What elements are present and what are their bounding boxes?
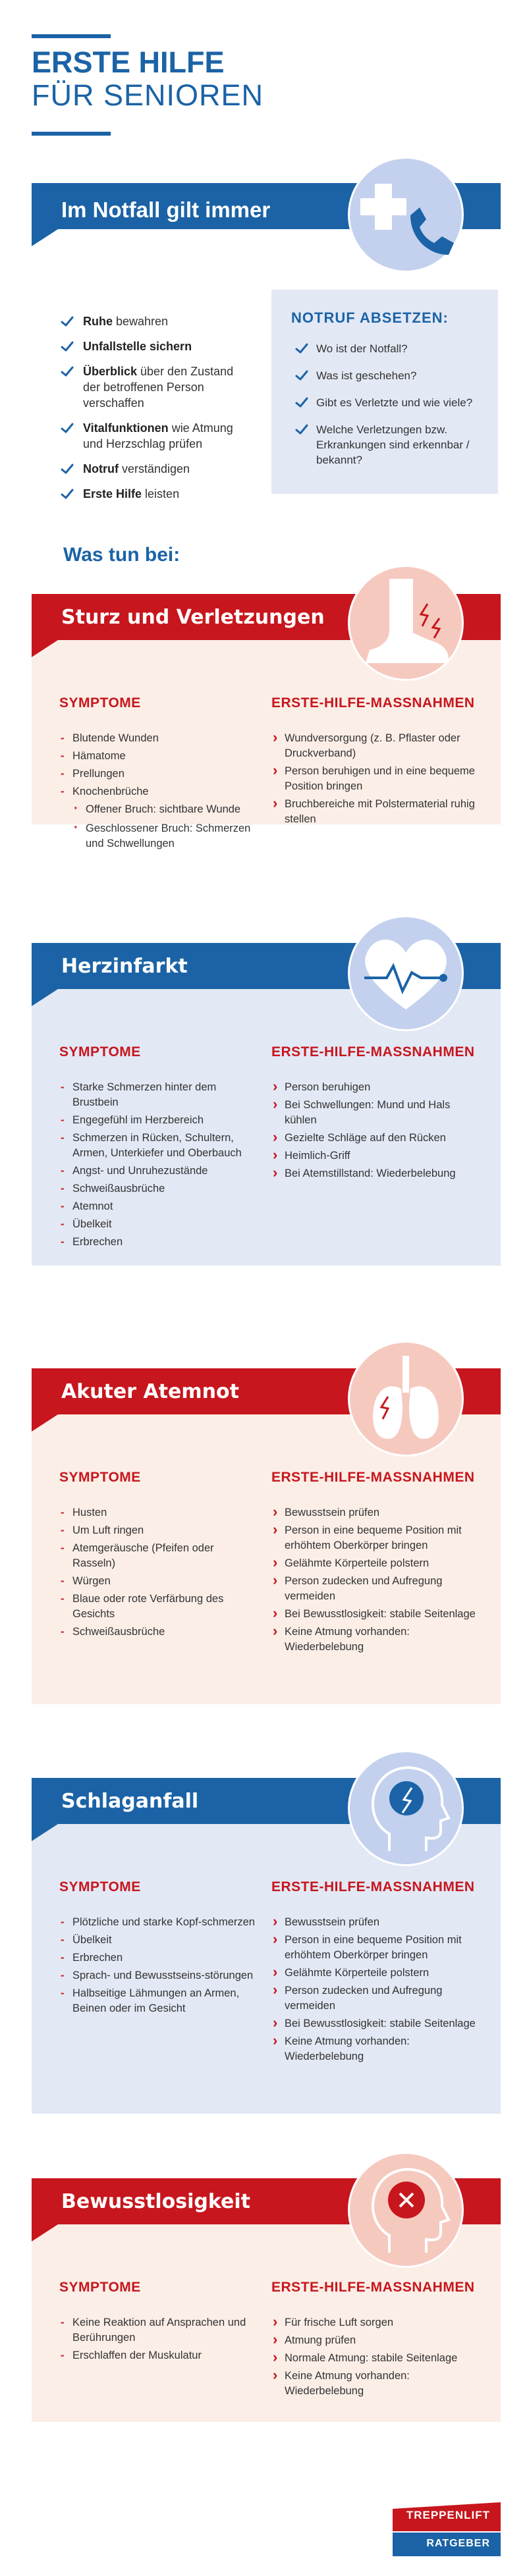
symptom-item: - Knochenbrüche (59, 784, 257, 799)
check-icon (295, 423, 308, 436)
symptoms-list (59, 1505, 257, 1640)
check-icon (61, 421, 74, 435)
page-title-line2: FÜR SENIOREN (32, 78, 264, 112)
logo-line1: TREPPENLIFT (406, 2509, 490, 2521)
measure-item: › Bruchbereiche mit Polstermaterial ruhig stellen (271, 797, 482, 827)
checklist-item-text: verständigen (118, 462, 190, 475)
notruf-item-text: Wo ist der Notfall? (316, 342, 408, 355)
measure-item: › Person zudecken und Aufregung vermeiden (271, 1983, 482, 2014)
heartbeat-icon (348, 915, 464, 1031)
section-banner-title: Schlaganfall (61, 1790, 199, 1813)
notruf-box (271, 290, 498, 494)
checklist-item-text: leisten (142, 487, 180, 500)
checklist-item-bold: Unfallstelle sichern (83, 340, 192, 353)
notruf-item (291, 395, 478, 410)
measure-item: › Bei Atemstillstand: Wiederbelebung (271, 1166, 482, 1181)
check-icon (61, 487, 74, 500)
section-banner-title: Herzinfarkt (61, 955, 188, 978)
symptom-subitem: · Offener Bruch: sichtbare Wunde (59, 802, 257, 817)
symptom-item: - Plötzliche und starke Kopf-schmerzen (59, 1915, 257, 1930)
symptom-item: - Halbseitige Lähmungen an Armen, Beinen oder im Gesicht (59, 1986, 257, 2016)
measures-column (271, 2280, 482, 2402)
notruf-item (291, 422, 478, 468)
symptom-item: - Husten (59, 1505, 257, 1520)
measures-heading: ERSTE-HILFE-MASSNAHMEN (271, 1470, 475, 1485)
symptom-item: - Prellungen (59, 766, 257, 782)
measure-item: › Person in eine bequeme Position mit erhöhtem Oberkörper bringen (271, 1523, 482, 1553)
symptom-item: - Blaue oder rote Verfärbung des Gesichts (59, 1592, 257, 1622)
symptom-item: - Blutende Wunden (59, 731, 257, 746)
checklist-item (55, 338, 253, 354)
symptoms-heading: SYMPTOME (59, 1879, 141, 1894)
symptoms-heading: SYMPTOME (59, 695, 141, 711)
measures-column (271, 1879, 482, 2067)
symptom-item: - Atemnot (59, 1199, 257, 1214)
checklist-item (55, 313, 253, 329)
page-title (32, 46, 427, 112)
measure-item: › Person zudecken und Aufregung vermeiden (271, 1574, 482, 1604)
symptom-subitem: · Geschlossener Bruch: Schmerzen und Schwellungen (59, 821, 257, 851)
symptom-item: - Atemgeräusche (Pfeifen oder Rasseln) (59, 1541, 257, 1571)
symptoms-column (59, 2280, 257, 2366)
measures-column (271, 695, 482, 830)
symptom-item: - Schmerzen in Rücken, Schultern, Armen, Unterkiefer und Oberbauch (59, 1131, 257, 1161)
measure-item: › Keine Atmung vorhanden: Wiederbelebung (271, 2369, 482, 2399)
measure-item: › Normale Atmung: stabile Seitenlage (271, 2351, 482, 2366)
checklist-item (55, 363, 253, 411)
measures-heading: ERSTE-HILFE-MASSNAHMEN (271, 1879, 475, 1894)
notruf-list (291, 341, 478, 468)
measure-item: › Atmung prüfen (271, 2333, 482, 2348)
symptom-item: - Erschlaffen der Muskulatur (59, 2348, 257, 2363)
check-icon (61, 365, 74, 378)
symptoms-heading: SYMPTOME (59, 1470, 141, 1485)
measures-list (271, 2315, 482, 2399)
measures-list (271, 1915, 482, 2064)
checklist-item-text: bewahren (113, 315, 169, 328)
check-icon (295, 396, 308, 409)
symptoms-list (59, 731, 257, 851)
checklist-item-bold: Überblick (83, 365, 138, 378)
section-card (32, 1414, 501, 1704)
measures-column (271, 1470, 482, 1657)
lungs-icon (348, 1341, 464, 1457)
section-card (32, 1824, 501, 2114)
notfall-banner-title: Im Notfall gilt immer (61, 198, 271, 222)
symptoms-column (59, 1879, 257, 2019)
measure-item: › Keine Atmung vorhanden: Wiederbelebung (271, 1624, 482, 1655)
checklist-item-bold: Vitalfunktionen (83, 421, 169, 435)
symptom-item: - Erbrechen (59, 1235, 257, 1250)
brand-logo (393, 2502, 501, 2559)
measure-item: › Bewusstsein prüfen (271, 1505, 482, 1520)
measure-item: › Bewusstsein prüfen (271, 1915, 482, 1930)
phone-cross-icon (348, 157, 464, 273)
section-card (32, 989, 501, 1266)
symptom-item: - Engegefühl im Herzbereich (59, 1113, 257, 1128)
notruf-item (291, 368, 478, 383)
notruf-item-text: Was ist geschehen? (316, 369, 417, 382)
symptoms-column (59, 1470, 257, 1642)
logo-line2: RATGEBER (426, 2538, 490, 2549)
measure-item: › Heimlich-Griff (271, 1148, 482, 1164)
check-icon (61, 340, 74, 353)
symptom-item: - Schweißausbrüche (59, 1624, 257, 1640)
symptom-item: - Starke Schmerzen hinter dem Brustbein (59, 1080, 257, 1110)
notruf-item-text: Welche Verletzungen bzw. Erkrankungen sind erkennbar / bekannt? (316, 423, 470, 466)
symptom-item: - Übelkeit (59, 1933, 257, 1948)
unconscious-head-icon (348, 2152, 464, 2268)
measure-item: › Bei Bewusstlosigkeit: stabile Seitenlage (271, 2016, 482, 2031)
measure-item: › Gezielte Schläge auf den Rücken (271, 1131, 482, 1146)
title-bottom-rule (32, 132, 111, 136)
measure-item: › Gelähmte Körperteile polstern (271, 1966, 482, 1981)
check-icon (295, 342, 308, 355)
checklist-item-bold: Notruf (83, 462, 119, 475)
symptoms-heading: SYMPTOME (59, 1044, 141, 1060)
measures-heading: ERSTE-HILFE-MASSNAHMEN (271, 695, 475, 711)
title-top-rule (32, 34, 111, 38)
measure-item: › Person beruhigen (271, 1080, 482, 1095)
symptom-item: - Hämatome (59, 749, 257, 764)
measures-list (271, 731, 482, 827)
checklist-item (55, 486, 253, 502)
symptom-item: - Sprach- und Bewusstseins-störungen (59, 1968, 257, 1983)
measures-heading: ERSTE-HILFE-MASSNAHMEN (271, 1044, 475, 1060)
notruf-item-text: Gibt es Verletzte und wie viele? (316, 396, 473, 409)
symptom-item: - Angst- und Unruhezustände (59, 1164, 257, 1179)
measures-column (271, 1044, 482, 1184)
brain-head-icon (348, 1750, 464, 1866)
notruf-item (291, 341, 478, 356)
section-banner-title: Sturz und Verletzungen (61, 606, 325, 629)
check-icon (61, 315, 74, 328)
measure-item: › Bei Bewusstlosigkeit: stabile Seitenlage (271, 1607, 482, 1622)
measure-item: › Gelähmte Körperteile polstern (271, 1556, 482, 1571)
measures-heading: ERSTE-HILFE-MASSNAHMEN (271, 2280, 475, 2295)
symptoms-heading: SYMPTOME (59, 2280, 141, 2295)
check-icon (61, 462, 74, 475)
injured-foot-icon (348, 565, 464, 681)
notruf-title: NOTRUF ABSETZEN: (291, 309, 449, 326)
checklist-item-bold: Erste Hilfe (83, 487, 142, 500)
measure-item: › Keine Atmung vorhanden: Wiederbelebung (271, 2034, 482, 2064)
measure-item: › Wundversorgung (z. B. Pflaster oder Druckverband) (271, 731, 482, 761)
symptom-item: - Übelkeit (59, 1217, 257, 1232)
symptoms-column (59, 695, 257, 855)
checklist-item (55, 420, 253, 452)
section-banner-title: Bewusstlosigkeit (61, 2190, 250, 2213)
symptoms-column (59, 1044, 257, 1252)
measures-list (271, 1505, 482, 1655)
section-heading: Was tun bei: (63, 544, 180, 566)
notfall-checklist (55, 313, 253, 511)
page-title-line1: ERSTE HILFE (32, 45, 225, 79)
symptom-item: - Um Luft ringen (59, 1523, 257, 1538)
symptoms-list (59, 1080, 257, 1250)
checklist-item-bold: Ruhe (83, 315, 113, 328)
symptom-item: - Schweißausbrüche (59, 1181, 257, 1196)
symptom-item: - Erbrechen (59, 1950, 257, 1966)
measure-item: › Person in eine bequeme Position mit erhöhtem Oberkörper bringen (271, 1933, 482, 1963)
check-icon (295, 369, 308, 382)
symptom-item: - Keine Reaktion auf Ansprachen und Berührungen (59, 2315, 257, 2346)
measure-item: › Person beruhigen und in eine bequeme Position bringen (271, 764, 482, 794)
checklist-item-text: über den Zustand der betroffenen Person verschaffen (83, 365, 234, 410)
section-banner-title: Akuter Atemnot (61, 1380, 239, 1403)
measures-list (271, 1080, 482, 1181)
measure-item: › Bei Schwellungen: Mund und Hals kühlen (271, 1098, 482, 1128)
checklist-item (55, 461, 253, 477)
symptoms-list (59, 2315, 257, 2363)
measure-item: › Für frische Luft sorgen (271, 2315, 482, 2330)
symptom-item: - Würgen (59, 1574, 257, 1589)
symptoms-list (59, 1915, 257, 2016)
checklist-item-text: wie Atmung und Herzschlag prüfen (83, 421, 233, 450)
